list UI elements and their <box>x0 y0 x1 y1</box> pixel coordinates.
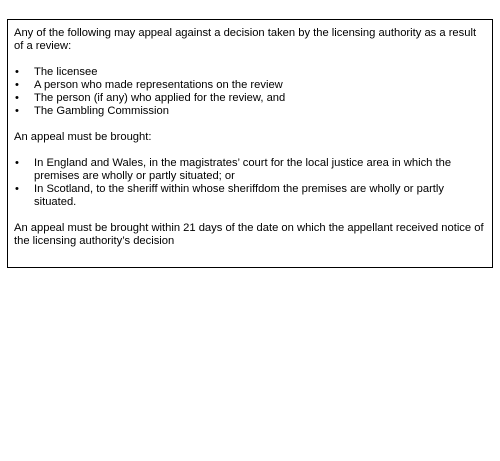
list-item <box>14 183 486 209</box>
list-item <box>14 157 486 183</box>
intro-paragraph: Any of the following may appeal against a decision taken by the licensing authority as a result of a review: <box>14 27 477 52</box>
venue-list <box>14 157 486 209</box>
deadline-paragraph: An appeal must be brought within 21 days of the date on which the appellant received notice of the licensing authority’s decision <box>14 222 484 247</box>
venue-intro-paragraph: An appeal must be brought: <box>14 131 152 143</box>
appellant-list <box>14 66 486 118</box>
list-item <box>14 92 486 105</box>
appeal-info-box <box>7 19 493 268</box>
list-item-text: The licensee <box>34 66 98 78</box>
list-item-text: The person (if any) who applied for the review, and <box>34 92 286 104</box>
bullet-icon: • <box>15 157 19 169</box>
list-item <box>14 66 486 79</box>
bullet-icon: • <box>15 183 19 195</box>
list-item-text: In Scotland, to the sheriff within whose sheriffdom the premises are wholly or partly situated. <box>34 183 444 208</box>
list-item <box>14 105 486 118</box>
bullet-icon: • <box>15 92 19 104</box>
bullet-icon: • <box>15 79 19 91</box>
bullet-icon: • <box>15 105 19 117</box>
list-item-text: The Gambling Commission <box>34 105 169 117</box>
list-item <box>14 79 486 92</box>
list-item-text: A person who made representations on the review <box>34 79 283 91</box>
list-item-text: In England and Wales, in the magistrates’ court for the local justice area in which the premises are wholly or partly situated; or <box>34 157 452 182</box>
bullet-icon: • <box>15 66 19 78</box>
